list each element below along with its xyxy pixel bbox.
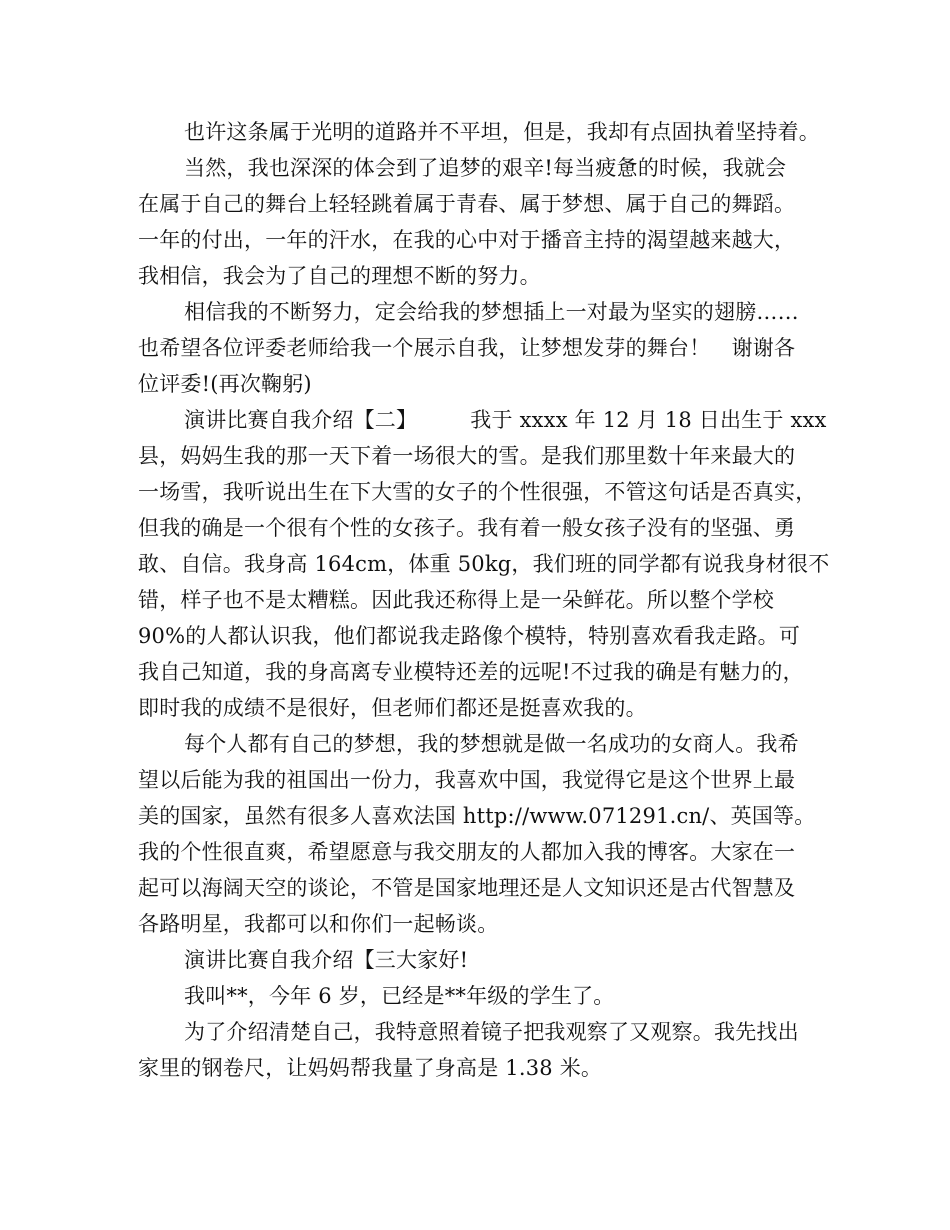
text-line: 我自己知道，我的身高离专业模特还差的远呢!不过我的确是有魅力的， — [138, 660, 804, 684]
text-line: 一年的付出，一年的汗水，在我的心中对于播音主持的渴望越来越大， — [138, 228, 796, 252]
text-line: 县，妈妈生我的那一天下着一场很大的雪。是我们那里数十年来最大的 — [138, 444, 796, 468]
text-line: 相信我的不断努力，定会给我的梦想插上一对最为坚实的翅膀…… — [184, 300, 799, 324]
text-line: 也希望各位评委老师给我一个展示自我，让梦想发芽的舞台！ 谢谢各 — [138, 336, 796, 360]
text-line: 但我的确是一个很有个性的女孩子。我有着一般女孩子没有的坚强、勇 — [138, 516, 796, 540]
text-line: 美的国家，虽然有很多人喜欢法国 http://www.071291.cn/、英国等。 — [138, 804, 816, 828]
text-line: 各路明星，我都可以和你们一起畅谈。 — [138, 912, 499, 936]
text-line: 望以后能为我的祖国出一份力，我喜欢中国，我觉得它是这个世界上最 — [138, 768, 796, 792]
text-line: 当然，我也深深的体会到了追梦的艰辛!每当疲惫的时候，我就会 — [184, 156, 787, 180]
text-line: 为了介绍清楚自己，我特意照着镜子把我观察了又观察。我先找出 — [184, 1020, 799, 1044]
text-line: 一场雪，我听说出生在下大雪的女子的个性很强，不管这句话是否真实， — [138, 480, 817, 504]
text-line: 也许这条属于光明的道路并不平坦，但是，我却有点固执着坚持着。 — [184, 120, 820, 144]
text-line: 起可以海阔天空的谈论，不管是国家地理还是人文知识还是古代智慧及 — [138, 876, 796, 900]
text-line: 每个人都有自己的梦想，我的梦想就是做一名成功的女商人。我希 — [184, 732, 799, 756]
section-heading-line: 演讲比赛自我介绍【二】 我于 xxxx 年 12 月 18 日出生于 xxx — [184, 408, 827, 432]
text-line: 家里的钢卷尺，让妈妈帮我量了身高是 1.38 米。 — [138, 1056, 603, 1080]
text-line: 90%的人都认识我，他们都说我走路像个模特，特别喜欢看我走路。可 — [138, 624, 801, 648]
text-line: 我相信，我会为了自己的理想不断的努力。 — [138, 264, 541, 288]
text-line: 即时我的成绩不是很好，但老师们都还是挺喜欢我的。 — [138, 696, 647, 720]
text-line: 在属于自己的舞台上轻轻跳着属于青春、属于梦想、属于自己的舞蹈。 — [138, 192, 796, 216]
text-line: 位评委!(再次鞠躬) — [138, 372, 312, 396]
text-line: 错，样子也不是太糟糕。因此我还称得上是一朵鲜花。所以整个学校 — [138, 588, 774, 612]
section-heading-line: 演讲比赛自我介绍【三大家好! — [184, 948, 469, 972]
text-line: 我叫**，今年 6 岁，已经是**年级的学生了。 — [184, 984, 615, 1008]
text-line: 敢、自信。我身高 164cm，体重 50kg，我们班的同学都有说我身材很不 — [138, 552, 830, 576]
text-line: 我的个性很直爽，希望愿意与我交朋友的人都加入我的博客。大家在一 — [138, 840, 796, 864]
